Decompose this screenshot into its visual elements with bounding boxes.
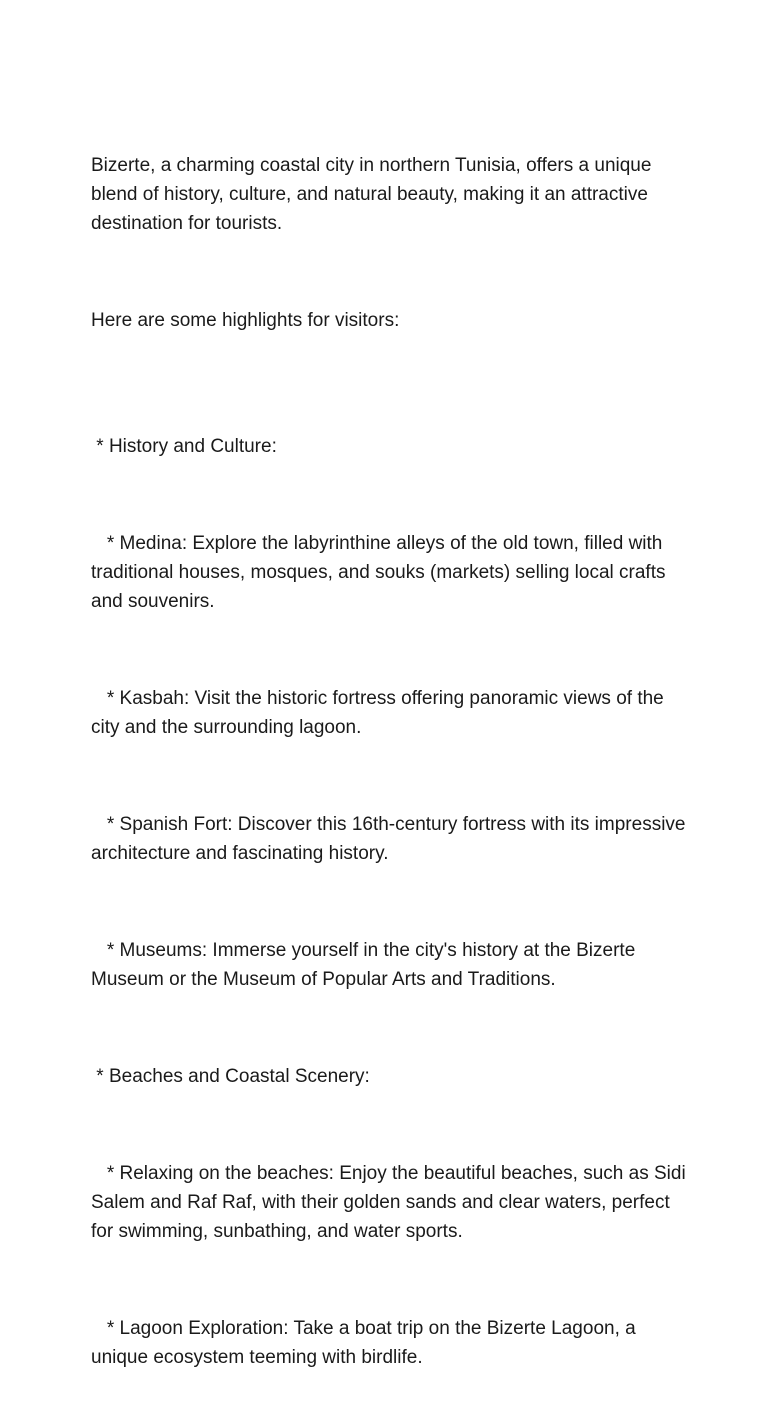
list-item-spanish-fort: * Spanish Fort: Discover this 16th-century fortress with its impressive architecture and fascinating history. [91,814,691,864]
list-item-beaches: * Relaxing on the beaches: Enjoy the beautiful beaches, such as Sidi Salem and Raf Raf, with their golden sands and clear waters, perfect for swimming, sunbathing, and water sports. [91,1163,691,1242]
highlights-intro: Here are some highlights for visitors: [91,310,400,331]
list-item-kasbah: * Kasbah: Visit the historic fortress offering panoramic views of the city and the surrounding lagoon. [91,688,670,738]
intro-paragraph: Bizerte, a charming coastal city in northern Tunisia, offers a unique blend of history, culture, and natural beauty, making it an attractive destination for tourists. [91,155,657,234]
list-item-museums: * Museums: Immerse yourself in the city's history at the Bizerte Museum or the Museum of Popular Arts and Traditions. [91,940,641,990]
list-item-medina: * Medina: Explore the labyrinthine alleys of the old town, filled with traditional houses, mosques, and souks (markets) selling local crafts and souvenirs. [91,533,671,612]
list-item-lagoon: * Lagoon Exploration: Take a boat trip on the Bizerte Lagoon, a unique ecosystem teeming with birdlife. [91,1318,641,1368]
section-heading-history: * History and Culture: [91,436,277,457]
section-heading-beaches: * Beaches and Coastal Scenery: [91,1066,370,1087]
document-body [91,93,691,1411]
